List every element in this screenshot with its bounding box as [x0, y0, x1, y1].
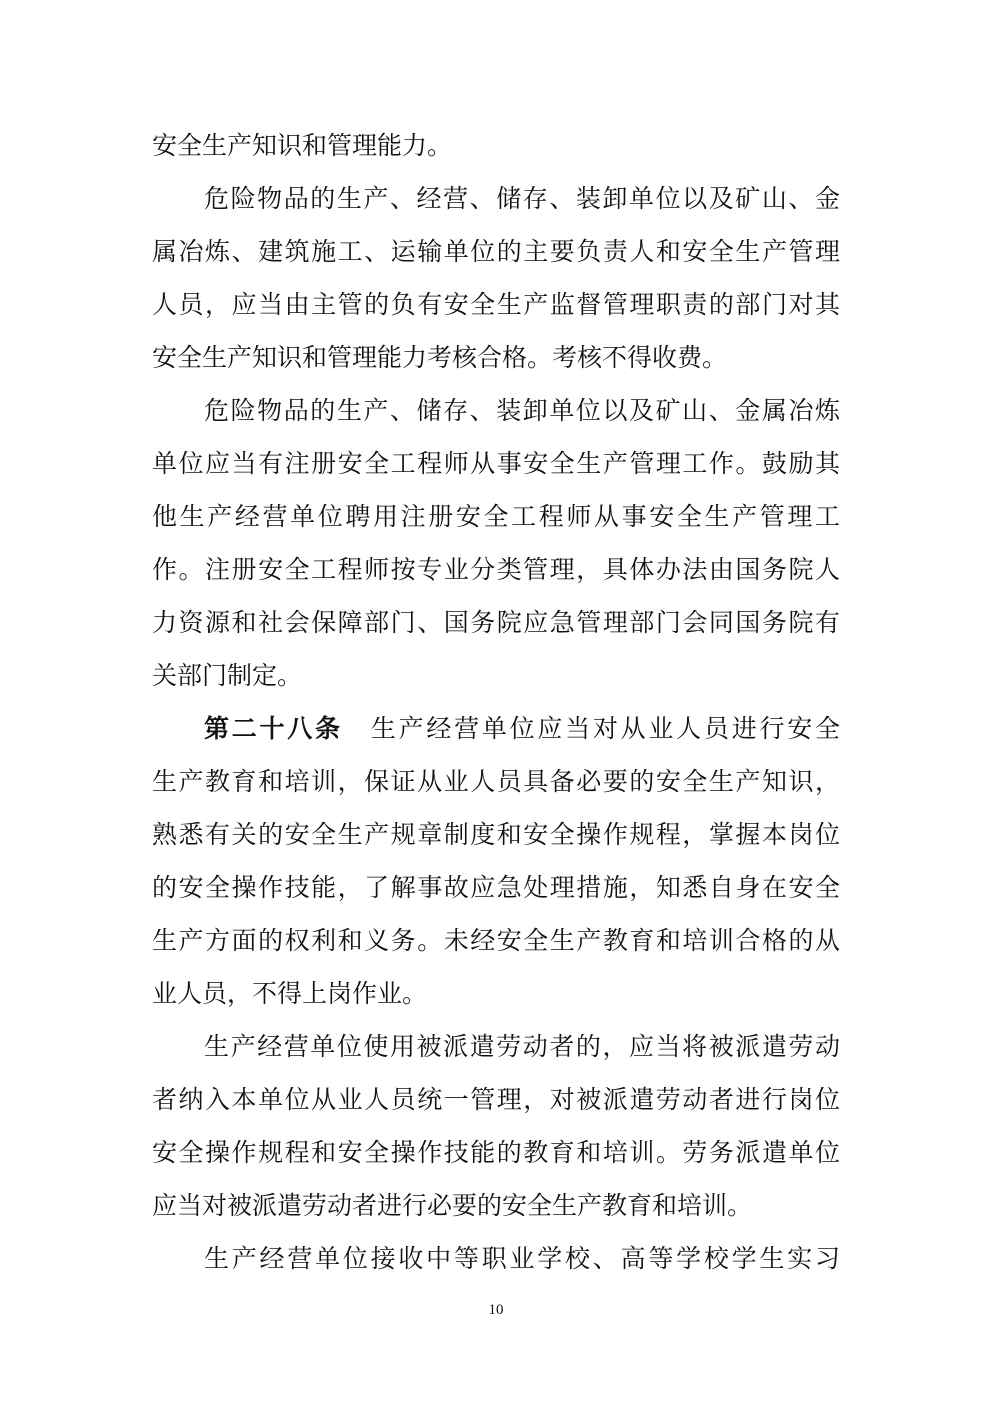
- text-line: 熟悉有关的安全生产规章制度和安全操作规程，掌握本岗位: [152, 820, 840, 849]
- text-line: 生产方面的权利和义务。未经安全生产教育和培训合格的从: [152, 926, 840, 955]
- text-line: 他生产经营单位聘用注册安全工程师从事安全生产管理工: [152, 502, 840, 531]
- text-line: 的安全操作技能，了解事故应急处理措施，知悉自身在安全: [152, 873, 840, 902]
- text-line: 安全生产知识和管理能力。: [152, 131, 453, 160]
- text-line: 者纳入本单位从业人员统一管理，对被派遣劳动者进行岗位: [152, 1085, 840, 1114]
- page-number: 10: [488, 1302, 504, 1318]
- text-line: 作。注册安全工程师按专业分类管理，具体办法由国务院人: [152, 555, 840, 584]
- text-line: 力资源和社会保障部门、国务院应急管理部门会同国务院有: [152, 608, 840, 637]
- text-line: 属冶炼、建筑施工、运输单位的主要负责人和安全生产管理: [152, 237, 840, 266]
- text-line: 应当对被派遣劳动者进行必要的安全生产教育和培训。: [152, 1191, 753, 1220]
- article-heading-line: [204, 713, 840, 745]
- text-line: 单位应当有注册安全工程师从事安全生产管理工作。鼓励其: [152, 449, 840, 478]
- text-line: 业人员，不得上岗作业。: [152, 979, 428, 1008]
- paragraph-start-line: 生产经营单位接收中等职业学校、高等学校学生实习: [204, 1244, 840, 1273]
- paragraph-start-line: 生产经营单位使用被派遣劳动者的，应当将被派遣劳动: [204, 1032, 840, 1061]
- text-line: 安全操作规程和安全操作技能的教育和培训。劳务派遣单位: [152, 1138, 840, 1167]
- text-line: 人员，应当由主管的负有安全生产监督管理职责的部门对其: [152, 290, 840, 319]
- article-heading-text: 生产经营单位应当对从业人员进行安全: [370, 714, 840, 743]
- article-number: 第二十八条: [204, 714, 343, 743]
- paragraph-start-line: 危险物品的生产、储存、装卸单位以及矿山、金属冶炼: [204, 396, 840, 425]
- paragraph-start-line: 危险物品的生产、经营、储存、装卸单位以及矿山、金: [204, 184, 840, 213]
- text-line: 生产教育和培训，保证从业人员具备必要的安全生产知识，: [152, 767, 840, 796]
- text-line: 安全生产知识和管理能力考核合格。考核不得收费。: [152, 343, 728, 372]
- text-line: 关部门制定。: [152, 661, 303, 690]
